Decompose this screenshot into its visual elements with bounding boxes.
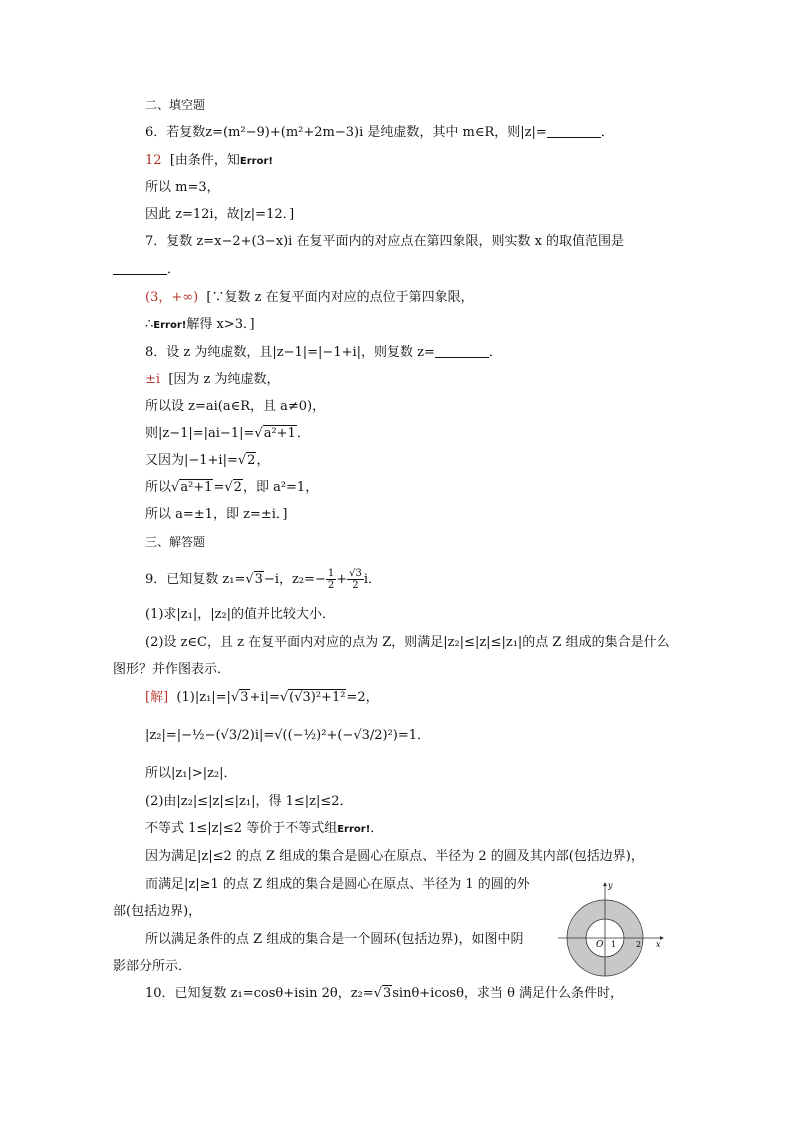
- solution-line: 所以 a=±1，即 z=±i．]: [145, 507, 288, 522]
- question-7: 7．复数 z=x−2+(3−x)i 在复平面内的对应点在第四象限，则实数 x 的取值范围是: [145, 234, 625, 249]
- solution-line: 则|z−1|=|ai−1|=√a²+1．: [145, 426, 310, 441]
- solution-line: 所以设 z=ai(a∈R，且 a≠0)，: [145, 399, 326, 414]
- answer-blank: [547, 125, 601, 138]
- question-10: 10．已知复数 z₁=cosθ+isin 2θ，z₂=√3sinθ+icosθ，求当 θ 满足什么条件时，: [145, 986, 624, 1001]
- jie-label: [解]: [145, 690, 169, 705]
- answer-value: (3，+∞): [145, 290, 199, 305]
- answer-blank: [435, 345, 489, 358]
- question-6: 6．若复数z=(m²−9)+(m²+2m−3)i 是纯虚数，其中 m∈R，则|z|= ．: [145, 125, 614, 140]
- solution-line: [解] (1)|z₁|=|√3+i|=√(√3)²+1²=2，: [145, 690, 379, 705]
- y-axis-label: y: [608, 881, 613, 890]
- answer-6: 12 [由条件，知Error!: [145, 153, 273, 168]
- solution-line: 因此 z=12i，故|z|=12．]: [145, 207, 295, 222]
- solution-line: 又因为|−1+i|=√2，: [145, 453, 270, 468]
- answer-value: ±i: [145, 372, 161, 387]
- question-9: 9．已知复数 z₁=√3−i，z₂=− $\frac{1}{2}$ + $\frac{√3}{2}$ i．: [145, 568, 382, 591]
- answer-value: 12: [145, 153, 162, 168]
- question-9-part1: (1)求|z₁|，|z₂|的值并比较大小．: [145, 607, 336, 622]
- solution-line: 所以 m=3，: [145, 180, 220, 195]
- solution-line: 所以满足条件的点 Z 组成的集合是一个圆环(包括边界)，如图中阴: [145, 932, 524, 947]
- question-7-blank: ．: [113, 261, 180, 279]
- solution-line-modulus-z2: |z₂|=|−½−(√3/2)i|=√((−½)²+(−√3/2)²)=1．: [145, 728, 431, 743]
- solution-line: 影部分所示．: [113, 959, 192, 974]
- solution-line: 而满足|z|≥1 的点 Z 组成的集合是圆心在原点、半径为 1 的圆的外: [145, 877, 530, 892]
- solution-line: 不等式 1≤|z|≤2 等价于不等式组Error!．: [145, 821, 384, 836]
- question-8: 8．设 z 为纯虚数，且|z−1|=|−1+i|，则复数 z= ．: [145, 345, 502, 360]
- solution-line: ∴Error!解得 x>3．]: [145, 317, 255, 332]
- question-9-part2-cont: 图形？并作图表示．: [113, 662, 231, 677]
- x-axis-label: x: [656, 940, 661, 949]
- section-heading-fill-blank: 二、填空题: [145, 98, 206, 112]
- annulus-figure: [556, 876, 670, 978]
- tick-2-label: 2: [636, 940, 642, 949]
- origin-label: O: [596, 940, 604, 950]
- section-heading-solve: 三、解答题: [145, 535, 206, 549]
- error-text: Error!: [153, 320, 187, 331]
- y-arrow-icon: [603, 882, 607, 886]
- solution-line: 所以|z₁|>|z₂|．: [145, 766, 237, 781]
- question-9-part2: (2)设 z∈C，且 z 在复平面内对应的点为 Z，则满足|z₂|≤|z|≤|z₁|的点 Z 组成的集合是什么: [145, 635, 670, 650]
- answer-8: ±i [因为 z 为纯虚数，: [145, 372, 280, 387]
- x-arrow-icon: [660, 936, 664, 940]
- solution-line: 因为满足|z|≤2 的点 Z 组成的集合是圆心在原点、半径为 2 的圆及其内部(包括边界)，: [145, 849, 644, 864]
- answer-7: (3，+∞) [∵复数 z 在复平面内对应的点位于第四象限，: [145, 290, 474, 305]
- error-text: Error!: [239, 156, 273, 167]
- solution-line: (2)由|z₂|≤|z|≤|z₁|，得 1≤|z|≤2．: [145, 794, 353, 809]
- tick-1-label: 1: [611, 940, 617, 949]
- solution-line: 所以√a²+1=√2，即 a²=1，: [145, 480, 319, 495]
- error-text: Error!: [337, 824, 371, 835]
- solution-line: 部(包括边界)，: [113, 904, 202, 919]
